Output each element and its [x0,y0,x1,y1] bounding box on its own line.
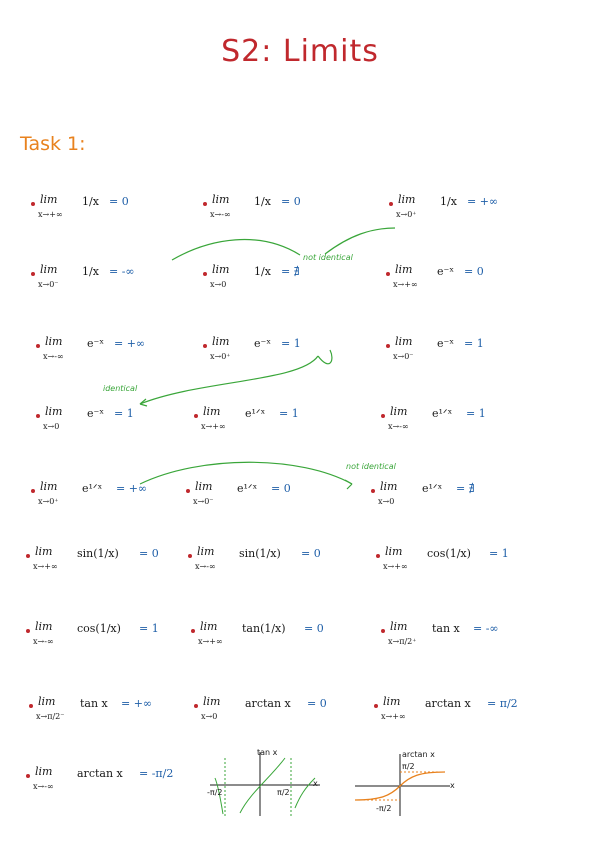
tan-graph-title: tan x [257,748,278,757]
lim-label: lim [35,765,53,778]
lim-expression: e¹ᐟˣ [245,407,266,420]
bullet-icon [26,554,30,558]
lim-expression: arctan x [425,697,471,710]
lim-subscript: x→-∞ [33,637,54,646]
bullet-icon [203,344,207,348]
lim-subscript: x→-∞ [195,562,216,571]
lim-result: = +∞ [121,697,153,710]
lim-result: = -π/2 [139,767,174,780]
lim-result: = 0 [139,547,159,560]
note-identical: identical [103,384,138,393]
lim-subscript: x→0⁻ [193,497,214,506]
lim-subscript: x→0⁺ [210,352,231,361]
lim-subscript: x→+∞ [383,562,408,571]
lim-expression: e⁻ˣ [87,337,104,350]
lim-result: = 0 [301,547,321,560]
bullet-icon [376,554,380,558]
arctan-graph [350,748,460,818]
lim-result: = 1 [464,337,484,350]
lim-result: = 0 [304,622,324,635]
lim-expression: e¹ᐟˣ [82,482,103,495]
bullet-icon [203,272,207,276]
bullet-icon [386,344,390,348]
lim-subscript: x→π/2⁻ [36,712,65,721]
lim-expression: e⁻ˣ [87,407,104,420]
lim-expression: e¹ᐟˣ [237,482,258,495]
bullet-icon [381,629,385,633]
lim-expression: e⁻ˣ [254,337,271,350]
lim-subscript: x→+∞ [38,210,63,219]
lim-subscript: x→-∞ [33,782,54,791]
lim-subscript: x→0⁺ [38,497,59,506]
bullet-icon [186,489,190,493]
lim-subscript: x→+∞ [198,637,223,646]
bullet-icon [26,629,30,633]
lim-expression: sin(1/x) [239,547,281,560]
tan-right-tick: π/2 [277,788,290,797]
lim-expression: arctan x [245,697,291,710]
lim-label: lim [385,545,403,558]
bullet-icon [36,344,40,348]
lim-result: = 1 [466,407,486,420]
lim-expression: cos(1/x) [77,622,121,635]
lim-subscript: x→0 [210,280,227,289]
lim-expression: e¹ᐟˣ [422,482,443,495]
lim-label: lim [398,193,416,206]
task-heading: Task 1: [20,133,86,155]
lim-result: = 1 [114,407,134,420]
lim-subscript: x→+∞ [33,562,58,571]
tan-axis-label: x [313,779,318,788]
lim-label: lim [40,480,58,493]
lim-expression: e⁻ˣ [437,337,454,350]
tan-plot-icon [205,748,325,818]
lim-subscript: x→-∞ [43,352,64,361]
lim-label: lim [212,263,230,276]
lim-label: lim [390,405,408,418]
lim-label: lim [395,263,413,276]
tan-left-tick: -π/2 [207,788,223,797]
bullet-icon [194,704,198,708]
lim-result: = 0 [109,195,129,208]
arctan-graph-title: arctan x [402,750,435,759]
lim-expression: 1/x [82,265,99,278]
bullet-icon [31,272,35,276]
lim-subscript: x→0 [201,712,218,721]
lim-expression: tan x [432,622,460,635]
lim-result: = 0 [281,195,301,208]
lim-expression: e¹ᐟˣ [432,407,453,420]
bullet-icon [389,202,393,206]
lim-expression: 1/x [254,195,271,208]
bullet-icon [26,774,30,778]
lim-label: lim [195,480,213,493]
lim-subscript: x→0⁺ [396,210,417,219]
lim-expression: tan(1/x) [242,622,286,635]
lim-result: = 1 [279,407,299,420]
lim-result: = +∞ [116,482,148,495]
lim-result: = +∞ [114,337,146,350]
lim-label: lim [45,405,63,418]
lim-expression: e⁻ˣ [437,265,454,278]
lim-label: lim [38,695,56,708]
bullet-icon [194,414,198,418]
lim-expression: cos(1/x) [427,547,471,560]
lim-result: = ∄ [281,265,300,278]
lim-label: lim [212,335,230,348]
lim-label: lim [197,545,215,558]
lim-label: lim [395,335,413,348]
lim-label: lim [40,263,58,276]
lim-result: = -∞ [109,265,135,278]
lim-label: lim [45,335,63,348]
tan-graph [205,748,325,818]
lim-label: lim [203,405,221,418]
lim-result: = ∄ [456,482,475,495]
arctan-top-tick: π/2 [402,762,415,771]
note-not-identical-2: not identical [346,462,396,471]
lim-expression: tan x [80,697,108,710]
lim-result: = 0 [464,265,484,278]
lim-result: = 0 [307,697,327,710]
lim-subscript: x→+∞ [393,280,418,289]
lim-label: lim [200,620,218,633]
lim-subscript: x→0⁻ [38,280,59,289]
lim-result: = 0 [271,482,291,495]
lim-subscript: x→π/2⁺ [388,637,417,646]
lim-expression: 1/x [254,265,271,278]
bullet-icon [371,489,375,493]
lim-label: lim [383,695,401,708]
bullet-icon [191,629,195,633]
bullet-icon [381,414,385,418]
lim-result: = 1 [139,622,159,635]
lim-expression: arctan x [77,767,123,780]
lim-result: = 1 [489,547,509,560]
lim-subscript: x→0⁻ [393,352,414,361]
lim-subscript: x→+∞ [381,712,406,721]
bullet-icon [203,202,207,206]
lim-expression: 1/x [82,195,99,208]
lim-label: lim [35,620,53,633]
lim-subscript: x→-∞ [210,210,231,219]
lim-expression: sin(1/x) [77,547,119,560]
lim-label: lim [35,545,53,558]
lim-subscript: x→0 [43,422,60,431]
lim-result: = π/2 [487,697,518,710]
lim-label: lim [203,695,221,708]
bullet-icon [31,202,35,206]
lim-subscript: x→+∞ [201,422,226,431]
bullet-icon [386,272,390,276]
bullet-icon [31,489,35,493]
lim-expression: 1/x [440,195,457,208]
lim-result: = -∞ [473,622,499,635]
bullet-icon [188,554,192,558]
lim-label: lim [40,193,58,206]
lim-label: lim [390,620,408,633]
lim-label: lim [212,193,230,206]
lim-result: = 1 [281,337,301,350]
arctan-axis-label: x [450,781,455,790]
arctan-bottom-tick: -π/2 [376,804,392,813]
lim-subscript: x→0 [378,497,395,506]
lim-label: lim [380,480,398,493]
bullet-icon [36,414,40,418]
lim-subscript: x→-∞ [388,422,409,431]
page-title: S2: Limits [221,34,379,69]
bullet-icon [374,704,378,708]
lim-result: = +∞ [467,195,499,208]
bullet-icon [29,704,33,708]
note-not-identical-1: not identical [303,253,353,262]
